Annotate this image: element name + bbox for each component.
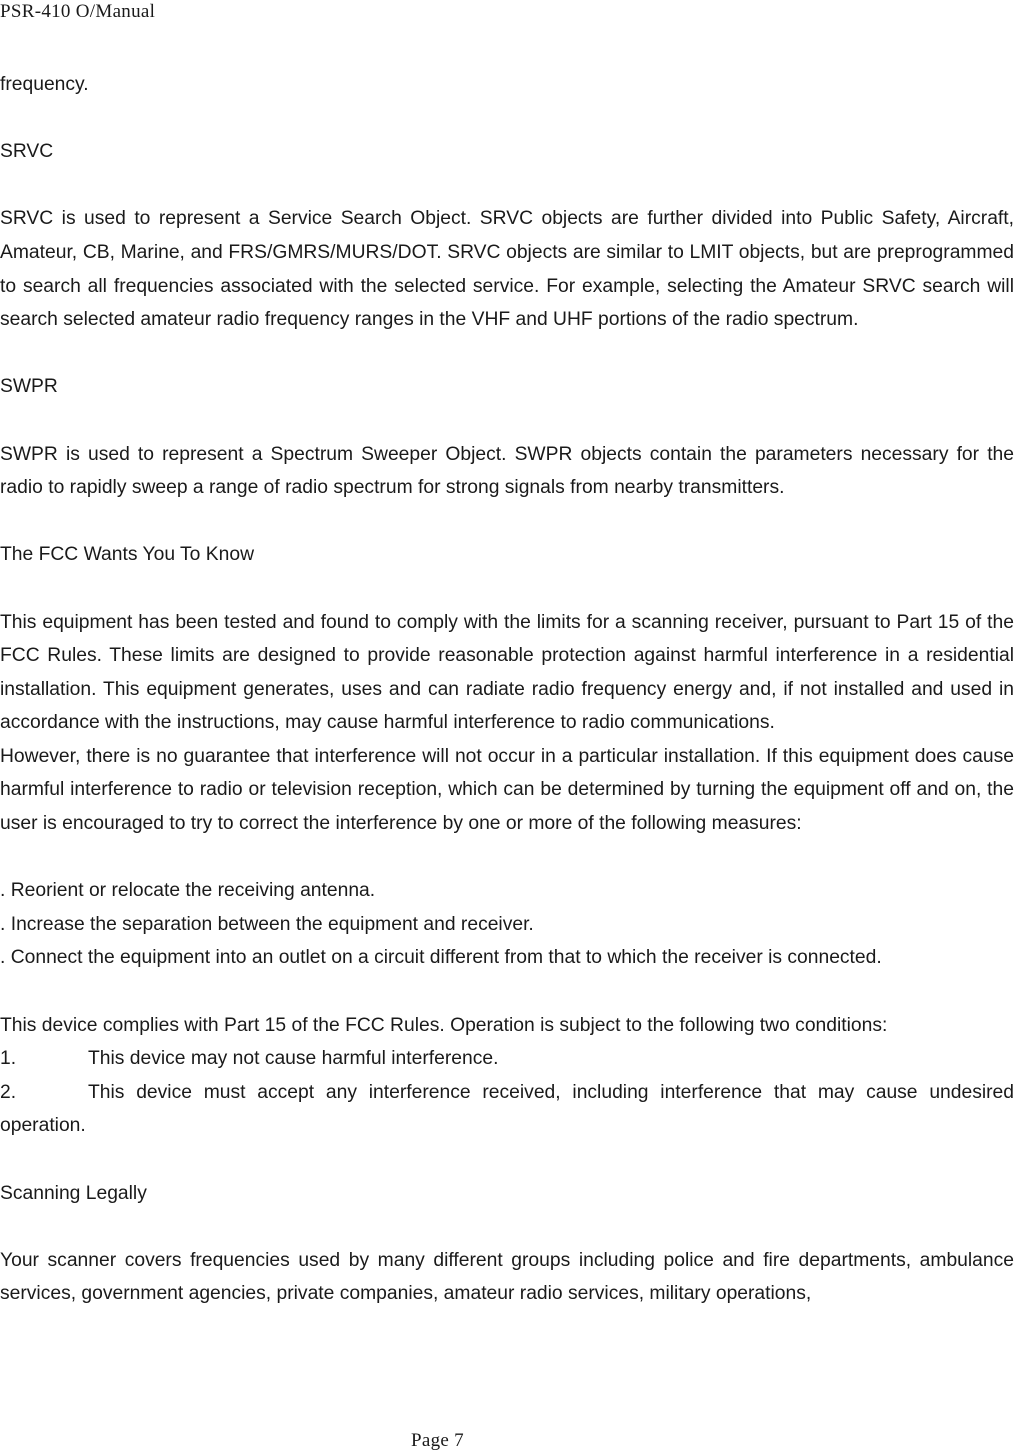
- page-header: PSR-410 O/Manual: [0, 1, 156, 22]
- paragraph-fcc-2: However, there is no guarantee that interference will not occur in a particular installation. If this equipment does cause harmful interference to radio or television reception, which can be determined by turning the equipment off and on, the user is encouraged to try to correct the interference by one or more of the following measures:: [0, 745, 1014, 835]
- paragraph-compliance: This device complies with Part 15 of the FCC Rules. Operation is subject to the following two conditions:: [0, 1014, 888, 1036]
- paragraph-frequency: frequency.: [0, 74, 89, 95]
- measure-item-2: . Increase the separation between the equipment and receiver.: [0, 913, 534, 935]
- condition-text: This device may not cause harmful interference.: [88, 1048, 499, 1070]
- paragraph-scanning: Your scanner covers frequencies used by many different groups including police and fire departments, ambulance services, government agencies, private companies, amateur radio services, military operations,: [0, 1249, 1014, 1305]
- condition-text: This device must accept any interference received, including interference that may cause undesired operation.: [0, 1081, 1014, 1137]
- page-number: Page 7: [411, 1430, 464, 1451]
- condition-item-2: [0, 1076, 1014, 1143]
- section-heading-srvc: SRVC: [0, 141, 54, 163]
- paragraph-swpr: SWPR is used to represent a Spectrum Sweeper Object. SWPR objects contain the parameters necessary for the radio to rapidly sweep a range of radio spectrum for strong signals from nearby transmitters.: [0, 443, 1014, 499]
- section-heading-fcc: The FCC Wants You To Know: [0, 544, 254, 566]
- condition-number: 2.: [0, 1081, 17, 1103]
- section-heading-scanning: Scanning Legally: [0, 1182, 147, 1204]
- measure-item-1: . Reorient or relocate the receiving antenna.: [0, 880, 376, 902]
- paragraph-fcc-1: This equipment has been tested and found to comply with the limits for a scanning receiver, pursuant to Part 15 of the FCC Rules. These limits are designed to provide reasonable protection against harmful interference in a residential installation. This equipment generates, uses and can radiate radio frequency energy and, if not installed and used in accordance with the instructions, may cause harmful interference to radio communications.: [0, 611, 1014, 734]
- page-content: [0, 68, 1014, 1311]
- condition-item-1: [0, 1042, 1014, 1076]
- condition-number: 1.: [0, 1048, 17, 1070]
- section-heading-swpr: SWPR: [0, 376, 58, 398]
- measure-item-3: . Connect the equipment into an outlet on a circuit different from that to which the receiver is connected.: [0, 947, 882, 969]
- paragraph-srvc: SRVC is used to represent a Service Search Object. SRVC objects are further divided into Public Safety, Aircraft, Amateur, CB, Marine, and FRS/GMRS/MURS/DOT. SRVC objects are similar to LMIT objects, but are preprogrammed to search all frequencies associated with the selected service. For example, selecting the Amateur SRVC search will search selected amateur radio frequency ranges in the VHF and UHF portions of the radio spectrum.: [0, 208, 1014, 331]
